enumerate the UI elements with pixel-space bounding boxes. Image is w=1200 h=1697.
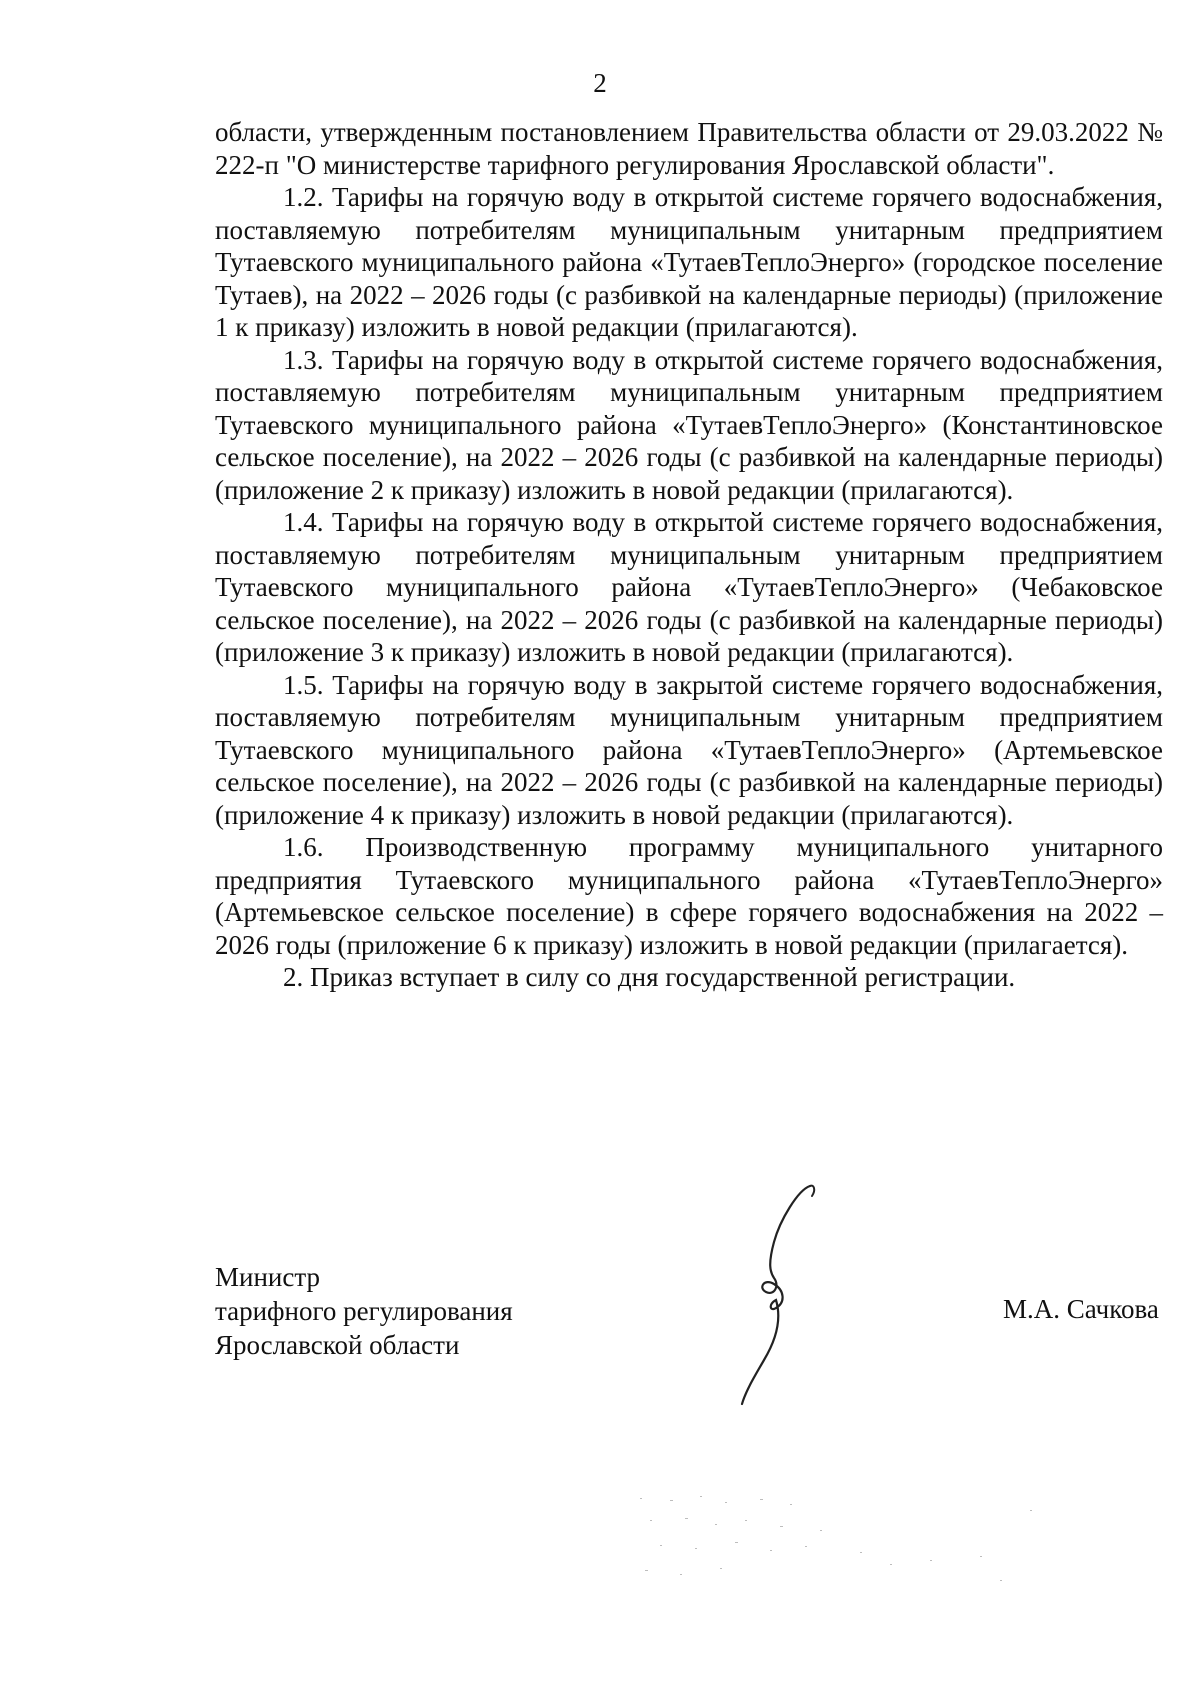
paragraph-1-2: 1.2. Тарифы на горячую воду в открытой системе горячего водоснабжения, поставляемую потребителям муниципальным унитарным предприятием Тутаевского муниципального района «ТутаевТеплоЭнерго» (городское поселение Тутаев), на 2022 – 2026 годы (с разбивкой на календарные периоды) (приложение 1 к приказу) изложить в новой редакции (прилагаются). (215, 182, 1163, 342)
paragraph-1-4: 1.4. Тарифы на горячую воду в открытой системе горячего водоснабжения, поставляемую потребителям муниципальным унитарным предприятием Тутаевского муниципального района «ТутаевТеплоЭнерго» (Чебаковское сельское поселение), на 2022 – 2026 годы (с разбивкой на календарные периоды) (приложение 3 к приказу) изложить в новой редакции (прилагаются). (215, 507, 1163, 667)
document-body (215, 116, 1163, 994)
signer-title-line-3: Ярославской области (215, 1330, 460, 1360)
scan-noise (630, 1490, 1050, 1610)
signer-title-line-2: тарифного регулирования (215, 1296, 513, 1326)
paragraph-1-6: 1.6. Производственную программу муниципального унитарного предприятия Тутаевского муниципального района «ТутаевТеплоЭнерго» (Артемьевское сельское поселение) в сфере горячего водоснабжения на 2022 – 2026 годы (приложение 6 к приказу) изложить в новой редакции (прилагается). (215, 832, 1163, 960)
paragraph-1-3: 1.3. Тарифы на горячую воду в открытой системе горячего водоснабжения, поставляемую потребителям муниципальным унитарным предприятием Тутаевского муниципального района «ТутаевТеплоЭнерго» (Константиновское сельское поселение), на 2022 – 2026 годы (с разбивкой на календарные периоды) (приложение 2 к приказу) изложить в новой редакции (прилагаются). (215, 344, 1163, 505)
signer-title-block (215, 1260, 513, 1362)
paragraph-2: 2. Приказ вступает в силу со дня государственной регистрации. (283, 962, 1016, 992)
page-number: 2 (593, 68, 607, 98)
paragraph-continuation: области, утвержденным постановлением Правительства области от 29.03.2022 № 222-п "О министерстве тарифного регулирования Ярославской области". (215, 117, 1163, 180)
signer-title-line-1: Министр (215, 1262, 320, 1292)
paragraph-1-5: 1.5. Тарифы на горячую воду в закрытой системе горячего водоснабжения, поставляемую потребителям муниципальным унитарным предприятием Тутаевского муниципального района «ТутаевТеплоЭнерго» (Артемьевское сельское поселение), на 2022 – 2026 годы (с разбивкой на календарные периоды) (приложение 4 к приказу) изложить в новой редакции (прилагаются). (215, 669, 1163, 830)
handwritten-signature (740, 1180, 860, 1410)
signer-name: М.А. Сачкова (1003, 1294, 1159, 1324)
